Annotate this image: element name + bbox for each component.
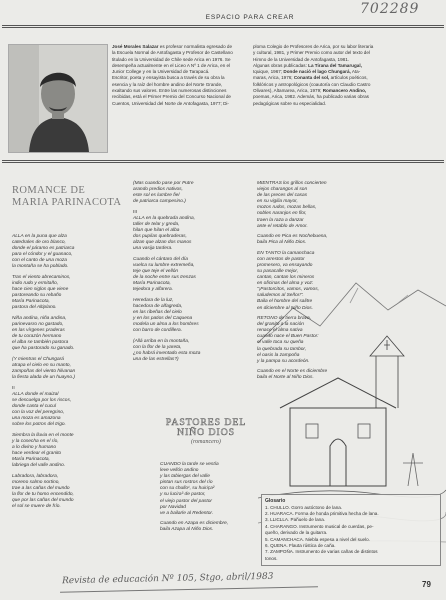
poem-line: el viejo pastor del pastor	[160, 498, 212, 504]
glossary-item: 6. QUENA. Flauta rústica de caña.	[265, 543, 336, 549]
poem-line: moreno salmo nortino,	[12, 479, 60, 485]
poem-line: este sol es lumbre fiel	[133, 193, 180, 199]
poem-line: pintan sus rostros del río	[160, 480, 213, 486]
poem-line: dos pupilas quebraderas,	[133, 234, 187, 240]
poem-line: y las tabiergas del valle	[160, 474, 210, 480]
poem-line: labriega del valle andino.	[12, 463, 66, 469]
poem-line: cantan, cantan los mineros	[257, 275, 315, 281]
bio-line: Junior College y en la Universidad de Tarapacá.	[112, 69, 210, 75]
poem-line: atrapa el cielo en su manto,	[12, 362, 71, 368]
poem-line: la montaña se ha poblado.	[12, 264, 69, 270]
poem-line: del granito a la nación	[257, 322, 304, 328]
poem-line: para el cóndor y el guanaco,	[12, 252, 73, 258]
poem-line: y su lucira³ de pastor,	[160, 492, 206, 498]
bio-line: exaltando sus valores. Entre las numerosas distinciones	[112, 88, 227, 94]
poem-line: taller de telar y greda,	[133, 221, 180, 227]
poem-line: el oasis la zampoña	[257, 352, 300, 358]
poem-line: con barro de cordillera.	[133, 328, 183, 334]
poem-line: con la voz del peregrino,	[12, 410, 65, 415]
poem-line: Niña andina, niña andina,	[12, 315, 67, 321]
poem-line: baila el Norte al Niño Dios.	[257, 375, 314, 381]
poem-line: una de las estrellas?)	[133, 357, 179, 362]
glossary-item: 2. HUARACA. Forma de honda primitiva hecha de lana.	[265, 511, 379, 516]
poem-line: MIENTRAS los grillos concierten	[257, 181, 327, 186]
poem-line: vuelca su lumbre extremeña,	[133, 262, 195, 268]
poem-line: Labradora, labradora,	[12, 473, 59, 479]
glossary-item: 1. CHULLO. Gorro autóctono de lana.	[265, 504, 343, 510]
bio-line: recibidas, está el Primer Premio del Concurso Nacional de	[112, 94, 231, 100]
poem-line: viejos charangos al son	[257, 187, 308, 193]
poem-line: traen la raza a danzar	[257, 217, 304, 223]
poem-title: ROMANCE DE MARIA PARINACOTA	[12, 185, 122, 208]
poem-line: una moza es amazona	[12, 416, 61, 422]
poem-line: nobles naranjos en flor,	[257, 211, 307, 217]
bio-line: Algunas obras publicadas: La Tirana del Tamarugal,	[253, 62, 362, 68]
poem-line: la flor de tu homo encendido,	[12, 491, 74, 497]
poem-line: Tras el viento abrecaminos,	[12, 274, 71, 280]
poem-line: pastoreando su rebaño	[12, 293, 62, 299]
author-portrait-illustration	[9, 45, 107, 152]
poem-line: con arrestos de pastor	[257, 256, 305, 262]
poem-line: (Mas cuando pase por Putre	[133, 181, 194, 186]
poem-line: de las preces del casas	[257, 193, 308, 199]
poem-line: de patriarca campesino.)	[133, 199, 186, 205]
poem-line: trae a las cañas del mundo	[12, 485, 70, 491]
poem-line: EN TANTO la camanchaca	[257, 250, 315, 256]
section-header: ESPACIO PARA CREAR	[205, 14, 295, 21]
poem-line: ¿no habrá inventado esta moza	[133, 350, 201, 356]
page-number: 79	[422, 580, 431, 589]
poem-line: III	[133, 209, 137, 215]
poem-line: Cuando en Pica es Nochebuena,	[257, 234, 328, 240]
citation-underline	[60, 586, 318, 592]
poem-line: parinevasro no gastado,	[12, 322, 64, 327]
bio-line: Iquique, 1967; Donde nació el lago Chungará, Ata-	[253, 69, 361, 75]
bio-line: José Morales Salazar es profesor normalista egresado de	[112, 44, 233, 49]
poem-line: ALLA donde el maizal	[12, 391, 59, 397]
poem-line: el valle toca su queña	[257, 340, 304, 346]
poem-line: Siembra la lluvia en el monte	[12, 432, 74, 438]
glossary-item: 5. CAMANCHACA. Niebla espesa a nivel del suelo.	[265, 536, 370, 542]
poem-line: donde canta el cucul	[12, 403, 57, 409]
poem-line: una vasija tardera.	[133, 246, 173, 252]
poem-line: hilan que hilan el alba	[133, 228, 180, 234]
poem-line: María Parinacota,	[12, 457, 50, 463]
poem-line: por Navidad	[160, 504, 186, 510]
poem-line: su pasacalle mejor,	[257, 269, 299, 274]
poem-line: CUANDO la tarde se vestía	[160, 462, 219, 467]
poem-line: en las ribeñas del cielo	[133, 309, 182, 315]
poem-line: con el canto de una moza	[12, 258, 67, 264]
poem-line: María Parinacota,	[133, 281, 171, 287]
glossary-item: queño, derivado de la guitarra.	[265, 530, 328, 536]
poem-line: a lo divino y humano	[12, 444, 56, 450]
header-rule-bottom	[2, 27, 444, 28]
bio-column-1	[112, 44, 243, 107]
poem-line: la fiesta alada de un huayno.)	[12, 375, 75, 381]
poem-column-1	[12, 234, 130, 510]
poem-line: en diciembre al Niño Dios.	[257, 305, 313, 311]
poem-line: (Allá arriba en la montaña,	[133, 338, 190, 344]
bio-rule-top	[2, 160, 444, 161]
poem-line: que por las cañas del mundo	[12, 498, 74, 503]
poem-line: de la noche entre sus trenzas	[133, 275, 196, 281]
poem-line: baila Azapa al Niño Dios.	[160, 527, 214, 533]
poem-line: teje que teje el vellón	[133, 269, 179, 274]
poem-line: saludemos al Señor!".	[257, 293, 304, 299]
handwritten-citation: Revista de educación Nº 105, Stgo, abril/1983	[61, 571, 274, 587]
glossary-item: 7. ZAMPOÑA. Instrumento de varias cañas de distintos	[265, 549, 378, 555]
poem-line: Baila el hombre del salitre	[257, 299, 313, 305]
bio-line: desempeña actualmente en el Liceo A Nº 1 de Arica, en el	[112, 62, 231, 68]
bio-line: esencia y la raíz del hombre andino del Norte Grande,	[112, 81, 223, 87]
poem-line: (Y mientras el Chungará	[12, 356, 64, 362]
poem-line: ve a bailarle al Redentor.	[160, 510, 214, 516]
bio-rule-bottom	[2, 162, 444, 163]
poem-line: zampoñas del viento hilvanan	[12, 369, 76, 375]
header-rule-top	[2, 25, 444, 26]
bio-line: poemas, Arica, 1982. Además, ha publicado varias obras	[253, 94, 369, 100]
poem-line: Cuando en el Norte es diciembre	[257, 369, 328, 375]
poem-line: y la pampa su acordeón.	[257, 358, 310, 364]
poem-line: en oficinas del alma y voz:	[257, 281, 314, 287]
poem-line: ALLA en la quebrada andina,	[133, 215, 195, 221]
poem-line: el sol se muere de frío.	[12, 504, 61, 510]
poem-line: catedrales de oro blanco,	[12, 240, 66, 246]
poem-line: baila Pica al Niño Dios.	[257, 240, 307, 246]
poem-line: sobre los potros del trigo.	[12, 422, 66, 428]
poem-line: modela un alma a los hombres	[133, 322, 199, 328]
bio-line: Escritor, poeta y ensayista busca a través de su obra la	[112, 75, 225, 81]
poem-line: "¡Pastorcitos, vamos, vamos,	[257, 287, 319, 293]
poem-line: en su vigilia mayor,	[257, 199, 298, 205]
poem-line: tejedora y alfarera.	[133, 287, 173, 293]
bio-line: y cultural, 1981, y Primer Premio como autor del texto del	[253, 50, 370, 56]
bio-line: ploma Colegio de Profesores de Arica, por su labor literaria	[253, 44, 374, 49]
poem-line: el alba se también pastora	[12, 340, 69, 346]
handwritten-reference: 702289	[360, 1, 420, 17]
poem-line: RETONO de tierra brava,	[257, 316, 312, 322]
poem-line: Cuando el cántaro del día	[133, 256, 188, 262]
glossary-item: 4. CHARANGO. Instrumento musical de cuerdas, pe-	[265, 523, 374, 529]
bio-line: Cuentos, Universidad del Norte de Antofagasta, 1977; Di-	[112, 100, 229, 106]
bio-line: titulado en la Universidad de Chile sede Arica en 1976. Se	[112, 56, 231, 62]
poem-line: María Parinacota,	[12, 299, 50, 305]
glossary-box	[261, 494, 441, 566]
poem-line: ante el retablo de Amor.	[257, 223, 308, 229]
poem-line: pastora del Altiplano.	[12, 305, 57, 311]
poem-column-3	[257, 181, 375, 381]
poem-line: que ha pastorado su ganado.	[12, 346, 75, 352]
poem-line: ALLA en la puna que alza	[12, 234, 67, 239]
poem-line: en las vírgenes praderas	[12, 328, 65, 334]
poem-line: promesero, va ensayando	[257, 262, 313, 268]
glossary-title: Glosario	[265, 498, 286, 504]
poem-line: indio rudo y ermitaño,	[12, 281, 59, 287]
bio-line: maras, Arica, 1976; Conanta del sol, artículos poéticos,	[253, 75, 368, 81]
poem-line: con la flor de la yareta,	[133, 344, 182, 350]
poem-line: donde el páramo es patriarca	[12, 246, 75, 252]
poem-line: cuando nace el Buen Pastor:	[257, 334, 319, 340]
author-photo	[8, 44, 108, 153]
poem-line: hace cien siglos que viene	[12, 287, 69, 293]
bio-line: Himno de la Universidad de Antofagasta, 1981.	[253, 56, 350, 62]
poem-line: leve vellón andino	[160, 468, 199, 474]
poem-column-2	[133, 181, 251, 363]
poem-line: alzan que alzan dos manos	[133, 240, 192, 246]
poem-line: hace verdear el granito	[12, 450, 62, 456]
bio-line: la Escuela Normal de Antofagasta y Profesor de Castellano	[112, 50, 233, 56]
glossary-item: tonos.	[265, 555, 278, 561]
poem-line: la quebrada su tambor,	[257, 346, 307, 352]
poem-line: se descuelga por los riscos,	[12, 397, 72, 403]
pastores-title: PASTORES DEL NIÑO DIOS (romancero)	[165, 417, 247, 445]
poem-line: Heredara de la luz,	[133, 297, 174, 303]
poem-line: renace el alma nativa	[257, 328, 303, 334]
bio-line: pedagógicas sobre su especialidad.	[253, 100, 327, 106]
poem-line: arando predios nativos,	[133, 187, 183, 193]
poem-line: Cuando en Azapa es diciembre,	[160, 521, 229, 527]
bio-line: Olivares), Altamarea, Arica, 1979; Romancero Andino,	[253, 88, 367, 94]
bio-column-2	[253, 44, 384, 107]
poem-line: y en los patios del Caquena	[133, 316, 193, 322]
poem-line: II	[12, 385, 15, 391]
bio-line: folklóricos y antropológicos (coautoría con Claudio Castro	[253, 81, 371, 87]
poem-line: con su chullo¹, su huiriça²	[160, 486, 215, 492]
glossary-item: 3. LLICLLA. Pañuelo de lana.	[265, 517, 326, 523]
poem-line: de tu corazón hermano	[12, 334, 62, 340]
poem-line: mozos rudos, mozas bellas,	[257, 205, 317, 211]
glossary-list	[265, 505, 437, 563]
poem-line: hacedora de alfagreda,	[133, 303, 183, 309]
poem-line: y la cosecha en el río,	[12, 438, 59, 444]
